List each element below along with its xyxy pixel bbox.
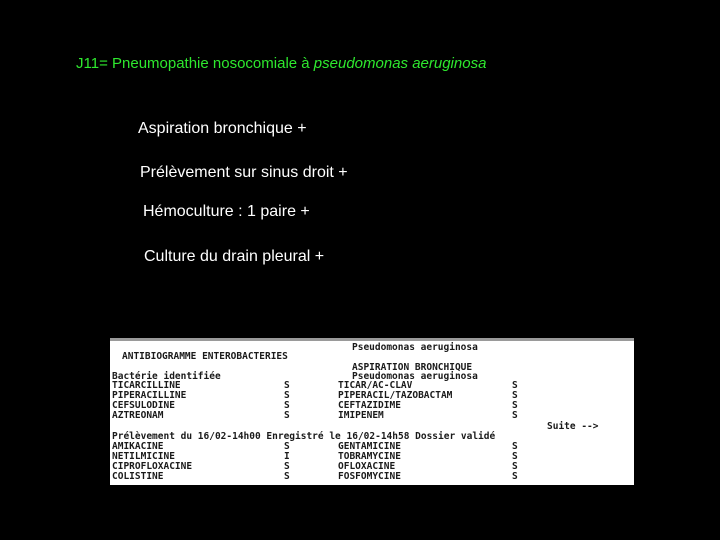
susceptibility-result: S bbox=[284, 390, 290, 401]
antibiotic-name: NETILMICINE bbox=[112, 451, 175, 462]
susceptibility-result: S bbox=[512, 461, 518, 472]
next-page-prompt: Suite --> bbox=[547, 421, 599, 432]
antibiotic-name: GENTAMICINE bbox=[338, 441, 401, 452]
susceptibility-result: S bbox=[284, 380, 290, 391]
title-organism: pseudomonas aeruginosa bbox=[313, 55, 487, 72]
antibiotic-name: COLISTINE bbox=[112, 471, 164, 482]
bullet-sinus: Prélèvement sur sinus droit + bbox=[140, 164, 348, 181]
antibiotic-name: PIPERACIL/TAZOBACTAM bbox=[338, 390, 453, 401]
identified-label: Bactérie identifiée bbox=[112, 371, 221, 382]
antibiotic-name: FOSFOMYCINE bbox=[338, 471, 401, 482]
antibiotic-name: AZTREONAM bbox=[112, 410, 164, 421]
antibiotic-name: IMIPENEM bbox=[338, 410, 384, 421]
susceptibility-result: S bbox=[512, 390, 518, 401]
header-organism: Pseudomonas aeruginosa bbox=[352, 342, 478, 353]
antibiotic-name: AMIKACINE bbox=[112, 441, 164, 452]
susceptibility-result: S bbox=[512, 441, 518, 452]
susceptibility-result: I bbox=[284, 451, 290, 462]
antibiotic-name: CIPROFLOXACINE bbox=[112, 461, 193, 472]
bullet-hemoculture: Hémoculture : 1 paire + bbox=[143, 203, 310, 220]
bullet-aspiration: Aspiration bronchique + bbox=[138, 120, 307, 137]
antibiotic-name: CEFTAZIDIME bbox=[338, 400, 401, 411]
title-text: J11= Pneumopathie nosocomiale à bbox=[76, 55, 314, 72]
susceptibility-result: S bbox=[284, 441, 290, 452]
antibiotic-name: OFLOXACINE bbox=[338, 461, 396, 472]
antibiotic-name: PIPERACILLINE bbox=[112, 390, 187, 401]
susceptibility-result: S bbox=[512, 410, 518, 421]
antibiotic-name: TICARCILLINE bbox=[112, 380, 181, 391]
antibiogram-screenshot bbox=[110, 338, 634, 485]
susceptibility-result: S bbox=[284, 410, 290, 421]
sample-record-line: Prélèvement du 16/02-14h00 Enregistré le 16/02-14h58 Dossier validé bbox=[112, 431, 496, 442]
sample-organism: Pseudomonas aeruginosa bbox=[352, 371, 478, 382]
sample-type: ASPIRATION BRONCHIQUE bbox=[352, 362, 473, 373]
terminal-top-bar bbox=[110, 338, 634, 341]
susceptibility-result: S bbox=[512, 400, 518, 411]
header-antibiogram: ANTIBIOGRAMME ENTEROBACTERIES bbox=[122, 351, 288, 362]
bullet-drain: Culture du drain pleural + bbox=[144, 248, 325, 265]
susceptibility-result: S bbox=[284, 471, 290, 482]
susceptibility-result: S bbox=[512, 471, 518, 482]
susceptibility-result: S bbox=[512, 451, 518, 462]
antibiotic-name: CEFSULODINE bbox=[112, 400, 175, 411]
susceptibility-result: S bbox=[512, 380, 518, 391]
susceptibility-result: S bbox=[284, 400, 290, 411]
antibiotic-name: TICAR/AC-CLAV bbox=[338, 380, 413, 391]
antibiotic-name: TOBRAMYCINE bbox=[338, 451, 401, 462]
slide-title bbox=[76, 55, 486, 72]
susceptibility-result: S bbox=[284, 461, 290, 472]
